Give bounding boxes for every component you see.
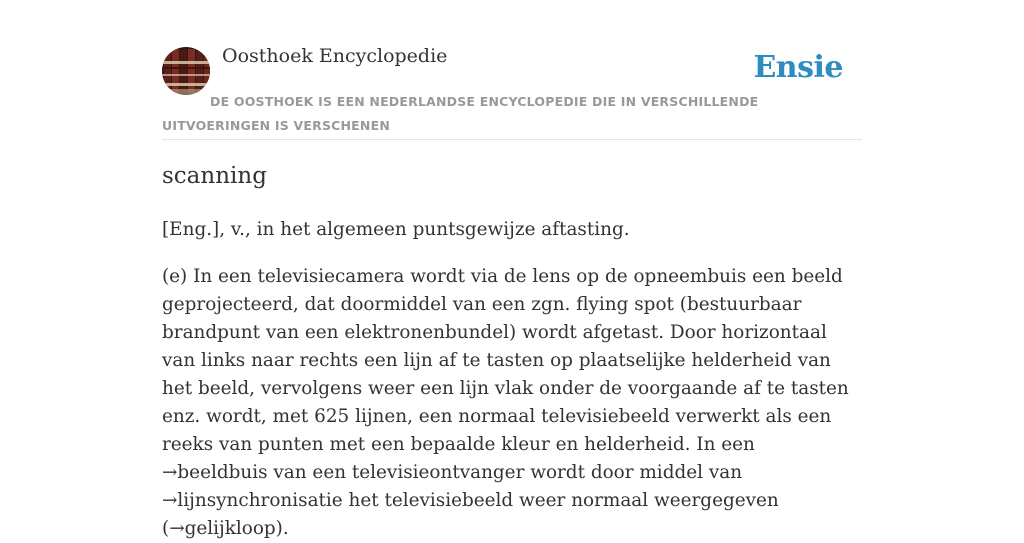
link-beeldbuis[interactable]: →beeldbuis — [162, 462, 268, 483]
link-gelijkloop[interactable]: →gelijkloop — [169, 518, 276, 539]
publication-name[interactable]: Oosthoek Encyclopedie — [222, 45, 448, 67]
entry-body-text: van een televisieontvanger wordt door middel van — [267, 462, 743, 483]
entry-body-text: het televisiebeeld weer normaal weergegeven ( — [162, 490, 779, 539]
entry-body-text: ). — [275, 518, 289, 539]
entry-title: scanning — [162, 163, 267, 189]
page-container — [162, 0, 862, 539]
book-spines-icon — [162, 47, 210, 95]
brand-logo[interactable]: Ensie — [753, 50, 843, 85]
link-lijnsynchronisatie[interactable]: →lijnsynchronisatie — [162, 490, 343, 511]
publication-header — [162, 0, 862, 140]
publication-avatar[interactable] — [162, 47, 210, 95]
entry-body-text: (e) In een televisiecamera wordt via de lens op de opneembuis een beeld geprojecteerd, dat doormiddel van een zgn. flying spot (bestuurbaar brandpunt van een elektronenbundel) wordt afgetast. Door horizontaal van links naar rechts een lijn af te tasten op plaatselijke helderheid van het beeld, vervolgens weer een lijn vlak onder de voorgaande af te tasten enz. wordt, met 625 lijnen, een normaal televisiebeeld verwerkt als een reeks van punten met een bepaalde kleur en helderheid. In een — [162, 266, 849, 455]
publication-tagline: DE OOSTHOEK IS EEN NEDERLANDSE ENCYCLOPEDIE DIE IN VERSCHILLENDE UITVOERINGEN IS VERSCHENEN — [162, 94, 759, 133]
entry-definition: [Eng.], v., in het algemeen puntsgewijze aftasting. — [162, 219, 630, 240]
entry-body — [162, 263, 864, 543]
